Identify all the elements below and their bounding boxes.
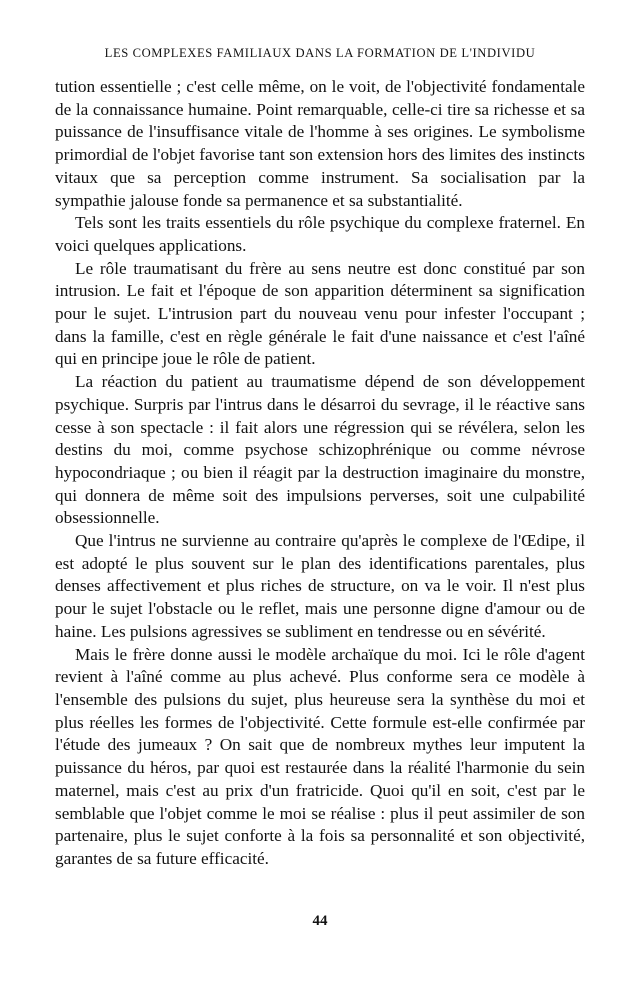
paragraph-6: Mais le frère donne aussi le modèle archaïque du moi. Ici le rôle d'agent revient à l'aîné comme au plus achevé. Plus conforme sera ce modèle à l'ensemble des pulsions du sujet, plus heureuse sera la synthèse du moi et plus réelles les formes de l'objectivité. Cette formule est-elle confirmée par l'étude des jumeaux ? On sait que de nombreux mythes leur imputent la puissance du héros, par quoi est restaurée dans la réalité l'harmonie du sein maternel, mais c'est au prix d'un fratricide. Quoi qu'il en soit, c'est par le semblable que l'objet comme le moi se réalise : plus il peut assimiler de son partenaire, plus le sujet conforte à la fois sa personnalité et son objectivité, garantes de sa future efficacité. bbox=[55, 644, 585, 868]
paragraph-1: tution essentielle ; c'est celle même, on le voit, de l'objectivité fondamentale de la connaissance humaine. Point remarquable, celle-ci tire sa richesse et sa puissance de l'insuffisance vitale de l'homme à ses origines. Le symbolisme primordial de l'objet favorise tant son extension hors des limites des instincts vitaux que sa perception comme instrument. Sa socialisation par la sympathie jalouse fonde sa permanence et sa substantialité. bbox=[55, 77, 585, 210]
paragraph-5: Que l'intrus ne survienne au contraire qu'après le complexe de l'Œdipe, il est adopté le plus souvent sur le plan des identifications parentales, plus denses affectivement et plus riches de structure, on va le voir. Il n'est plus pour le sujet l'obstacle ou le reflet, mais une personne digne d'amour ou de haine. Les pulsions agressives se subliment en tendresse ou en sévérité. bbox=[55, 531, 585, 641]
running-head: LES COMPLEXES FAMILIAUX DANS LA FORMATION DE L'INDIVIDU bbox=[104, 46, 536, 60]
body-text bbox=[55, 76, 585, 871]
paragraph-2: Tels sont les traits essentiels du rôle psychique du complexe fraternel. En voici quelques applications. bbox=[55, 213, 585, 255]
paragraph-4: La réaction du patient au traumatisme dépend de son développement psychique. Surpris par l'intrus dans le désarroi du sevrage, il le réactive sans cesse à son spectacle : il fait alors une régression qui se révélera, selon les destins du moi, comme psychose schizophrénique ou comme névrose hypocondriaque ; ou bien il réagit par la destruction imaginaire du monstre, qui donnera de même soit des impulsions perverses, soit une culpabilité obsessionnelle. bbox=[55, 372, 585, 528]
book-page bbox=[55, 0, 585, 983]
paragraph-3: Le rôle traumatisant du frère au sens neutre est donc constitué par son intrusion. Le fait et l'époque de son apparition déterminent sa signification pour le sujet. L'intrusion part du nouveau venu pour infester l'occupant ; dans la famille, c'est en règle générale le fait d'une naissance et c'est l'aîné qui en principe joue le rôle de patient. bbox=[55, 258, 585, 369]
page-number: 44 bbox=[312, 913, 328, 929]
